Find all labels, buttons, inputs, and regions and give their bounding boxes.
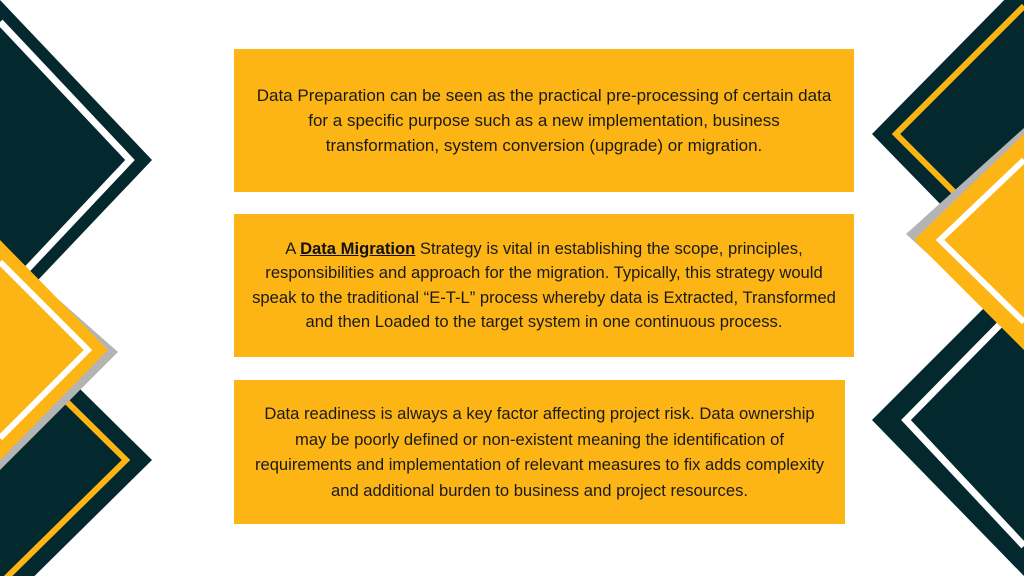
- right-decoration: [872, 0, 1024, 576]
- data-readiness-text: Data readiness is always a key factor affecting project risk. Data ownership may be poorly defined or non-existent meaning the identification of requirements and implementation of relevant measures to fix adds complexity and additional burden to business and project resources.: [254, 404, 825, 500]
- left-decoration: [0, 0, 152, 576]
- data-readiness-box: [234, 380, 845, 524]
- data-preparation-text: Data Preparation can be seen as the practical pre-processing of certain data for a specific purpose such as a new implementation, business transformation, system conversion (upgrade) or migration.: [256, 86, 832, 155]
- data-migration-link[interactable]: Data Migration: [300, 238, 416, 258]
- data-migration-text: Strategy is vital in establishing the scope, principles, responsibilities and approach for the migration. Typically, this strategy would speak to the traditional “E-T-L” process whereby data is Extracted, Transformed and then Loaded to the target system in one continuous process.: [252, 238, 836, 331]
- data-migration-box: [234, 214, 854, 357]
- data-migration-paragraph: [242, 237, 846, 335]
- data-preparation-box: [234, 49, 854, 192]
- data-migration-prefix: A: [285, 238, 301, 258]
